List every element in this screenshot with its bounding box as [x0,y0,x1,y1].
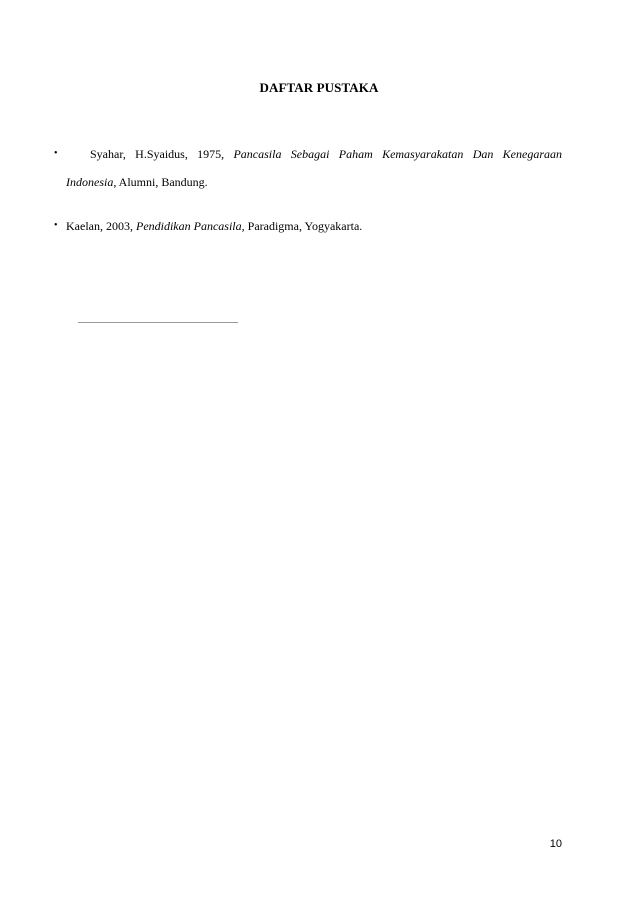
reference-item [54,140,563,196]
bullet-icon: • [54,220,58,231]
reference-author-year: Kaelan, 2003, [66,219,133,233]
reference-title: Pendidikan Pancasila, [135,219,245,233]
reference-line [66,168,562,196]
reference-title: Pancasila Sebagai Paham Kemasyarakatan Dan Kenegaraan [233,147,563,161]
page-title: DAFTAR PUSTAKA [259,80,379,95]
bullet-icon: • [54,148,58,159]
reference-line [66,140,562,168]
reference-publisher: Paradigma, Yogyakarta. [247,219,363,233]
reference-author-year: Syahar, H.Syaidus, 1975, [90,147,225,161]
reference-line [66,212,562,240]
page-number: 10 [549,838,562,850]
reference-item [54,212,562,240]
reference-publisher: Alumni, Bandung. [118,175,208,189]
reference-title-continued: Indonesia, [66,175,117,189]
footnote-separator [78,322,238,323]
